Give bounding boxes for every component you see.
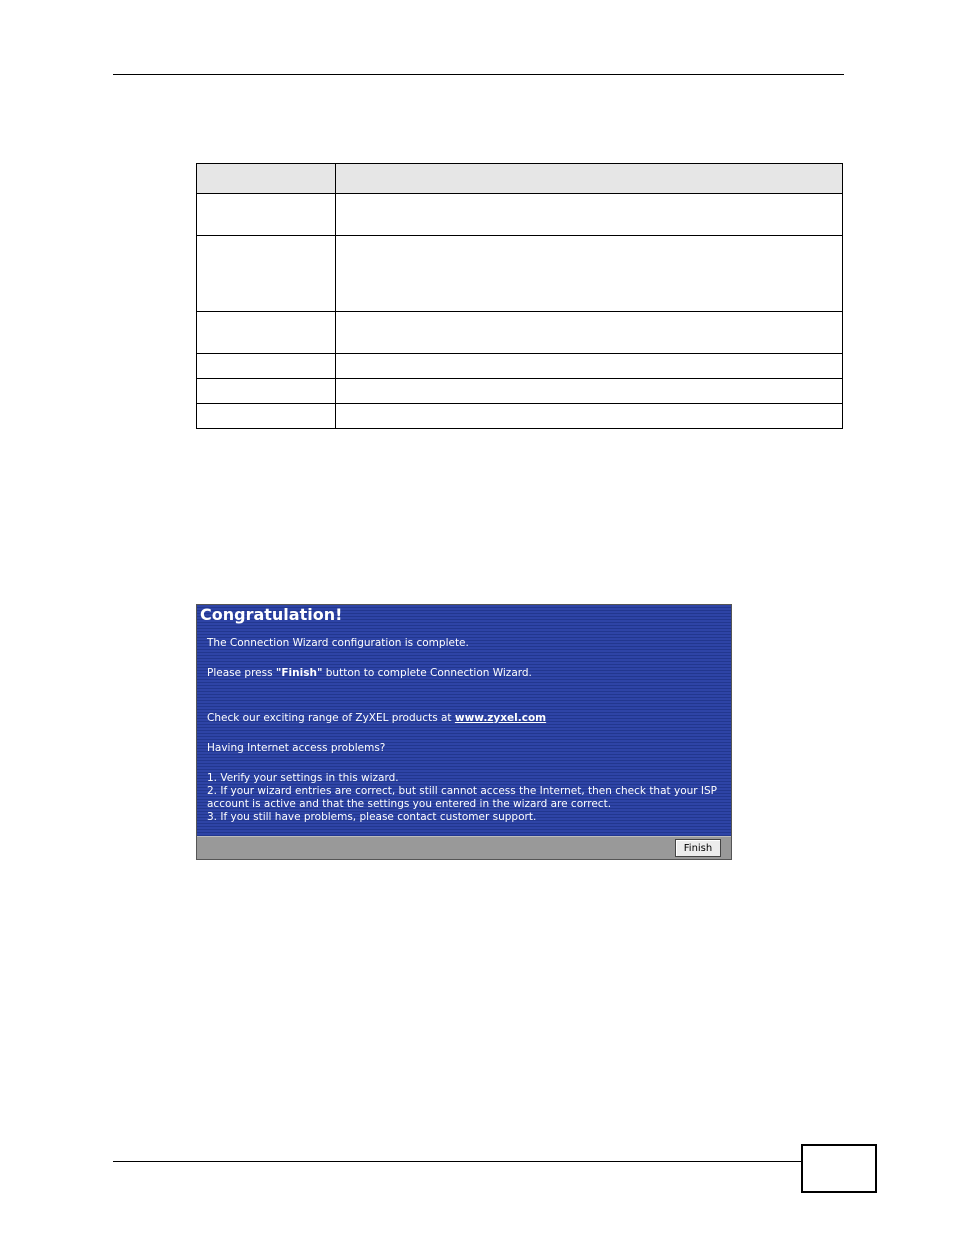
wizard-title: Congratulation! xyxy=(200,605,343,624)
wizard-footer-bar xyxy=(197,836,731,859)
footer-rule xyxy=(113,1161,802,1162)
table-cell xyxy=(336,379,843,404)
table-row xyxy=(197,404,843,429)
finish-keyword: "Finish" xyxy=(275,667,323,679)
table-row xyxy=(197,236,843,312)
table-row xyxy=(197,194,843,236)
header-rule xyxy=(113,74,844,75)
wizard-finish-instruction xyxy=(207,667,532,679)
table-header-cell xyxy=(197,164,336,194)
page-number-box xyxy=(801,1144,877,1193)
table-cell xyxy=(336,194,843,236)
troubleshoot-step-2-continued: account is active and that the settings you entered in the wizard are correct. xyxy=(207,798,612,810)
table-cell xyxy=(336,404,843,429)
products-prefix: Check our exciting range of ZyXEL products at xyxy=(207,712,455,724)
table-cell xyxy=(336,236,843,312)
description-table xyxy=(196,163,843,429)
table-cell xyxy=(197,354,336,379)
access-problems-heading: Having Internet access problems? xyxy=(207,742,386,754)
table-row xyxy=(197,312,843,354)
table-cell xyxy=(197,404,336,429)
finish-button[interactable]: Finish xyxy=(675,839,721,857)
troubleshoot-step-3: 3. If you still have problems, please contact customer support. xyxy=(207,811,537,823)
table-cell xyxy=(197,312,336,354)
connection-wizard-complete-screen xyxy=(196,604,732,860)
troubleshoot-step-1: 1. Verify your settings in this wizard. xyxy=(207,772,399,784)
table-header-row xyxy=(197,164,843,194)
table-row xyxy=(197,354,843,379)
table-cell xyxy=(197,236,336,312)
instruction-prefix: Please press xyxy=(207,667,276,679)
zyxel-website-link[interactable]: www.zyxel.com xyxy=(454,712,547,724)
table-cell xyxy=(336,354,843,379)
products-message xyxy=(207,712,546,724)
troubleshoot-step-2: 2. If your wizard entries are correct, but still cannot access the Internet, then check that your ISP xyxy=(207,785,718,797)
wizard-complete-message: The Connection Wizard configuration is complete. xyxy=(207,637,469,649)
table-cell xyxy=(197,379,336,404)
instruction-suffix: button to complete Connection Wizard. xyxy=(322,667,532,679)
table-row xyxy=(197,379,843,404)
table-cell xyxy=(336,312,843,354)
table-header-cell xyxy=(336,164,843,194)
table-cell xyxy=(197,194,336,236)
